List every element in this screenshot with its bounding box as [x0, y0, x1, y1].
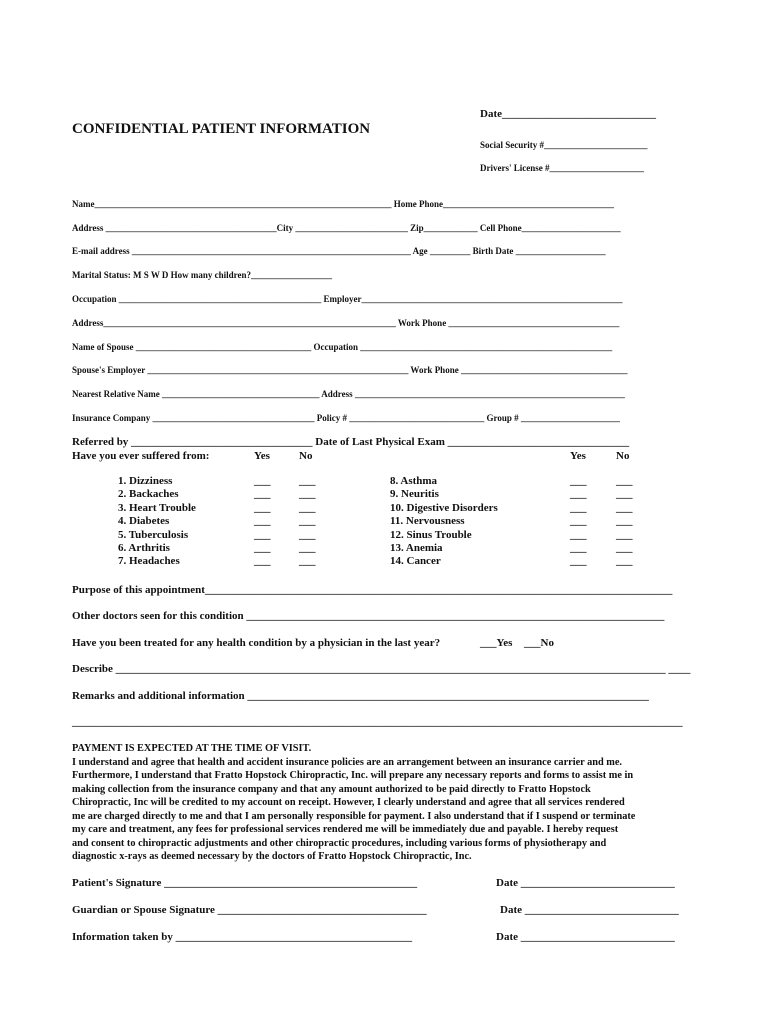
spouse-employer-row[interactable]: Spouse's Employer __________________________________________________________ Work Phone _____________________________________ — [72, 365, 628, 375]
no-blank[interactable]: ___ — [616, 555, 633, 568]
information-taken-date-field[interactable]: Date ____________________________ — [496, 931, 675, 943]
treated-question: Have you been treated for any health condition by a physician in the last year? — [72, 637, 441, 649]
no-blank[interactable]: ___ — [616, 501, 633, 514]
payment-line: and consent to chiropractic adjustments and other chiropractic procedures, including various forms of physiotherapy and — [72, 837, 607, 849]
no-blank[interactable]: ___ — [299, 541, 316, 554]
insurance-row[interactable]: Insurance Company ____________________________________ Policy # ______________________________ Group # ______________________ — [72, 413, 620, 423]
no-blanks-left[interactable] — [299, 475, 316, 569]
other-doctors-field[interactable]: Other doctors seen for this condition ____________________________________________________________________________ — [72, 610, 665, 622]
spouse-name-row[interactable]: Name of Spouse _______________________________________ Occupation ________________________________________________________ — [72, 342, 613, 352]
no-header-right: No — [616, 450, 630, 462]
yes-header-right: Yes — [570, 450, 586, 462]
condition-item: 8. Asthma — [390, 475, 438, 487]
remarks-field[interactable]: Remarks and additional information _________________________________________________________________________ — [72, 690, 649, 702]
no-blank[interactable]: ___ — [299, 475, 316, 487]
condition-item: 5. Tuberculosis — [118, 528, 189, 541]
name-home-phone-row[interactable]: Name__________________________________________________________________ Home Phone______________________________________ — [72, 199, 614, 209]
nearest-relative-row[interactable]: Nearest Relative Name ___________________________________ Address ____________________________________________________________ — [72, 389, 625, 399]
no-blank[interactable]: ___ — [299, 501, 316, 514]
page-title: CONFIDENTIAL PATIENT INFORMATION — [72, 121, 371, 137]
no-blank[interactable]: ___ — [299, 488, 316, 501]
yes-blank[interactable]: ___ — [570, 555, 587, 568]
payment-line: Chiropractic, Inc will be credited to my account on receipt. However, I clearly understand and agree that all services rendered — [72, 797, 625, 808]
condition-item: 3. Heart Trouble — [118, 501, 196, 514]
condition-item: 7. Headaches — [118, 555, 180, 568]
guardian-date-field[interactable]: Date ____________________________ — [500, 904, 679, 916]
no-blank[interactable]: ___ — [299, 555, 316, 568]
no-blank[interactable]: ___ — [616, 515, 633, 528]
yes-blanks-left[interactable] — [254, 475, 271, 569]
yes-blank[interactable]: ___ — [254, 488, 271, 501]
no-blanks-right[interactable] — [616, 475, 633, 569]
condition-item: 11. Nervousness — [390, 515, 465, 528]
condition-item: 6. Arthritis — [118, 541, 170, 554]
date-field[interactable]: Date____________________________ — [480, 108, 656, 120]
guardian-signature-field[interactable]: Guardian or Spouse Signature ______________________________________ — [72, 904, 427, 916]
patient-signature-field[interactable]: Patient's Signature ______________________________________________ — [72, 877, 418, 889]
yes-blank[interactable]: ___ — [254, 541, 271, 554]
payment-line: me are charged directly to me and that I am personally responsible for payment. I also understand that if I suspend or terminate — [72, 810, 636, 822]
no-blank[interactable]: ___ — [616, 528, 633, 541]
social-security-field[interactable]: Social Security #_______________________ — [480, 140, 648, 150]
yes-blank[interactable]: ___ — [254, 515, 271, 528]
yes-header-left: Yes — [254, 450, 270, 462]
payment-line: I understand and agree that health and accident insurance policies are an arrangement between an insurance carrier and me. — [72, 756, 623, 768]
no-blank[interactable]: ___ — [616, 488, 633, 501]
payment-paragraph — [72, 742, 635, 864]
yes-blank[interactable]: ___ — [254, 475, 271, 487]
yes-blank[interactable]: ___ — [254, 528, 271, 541]
no-blank[interactable]: ___ — [616, 475, 633, 487]
treated-yes-blank[interactable]: ___Yes — [480, 637, 513, 649]
condition-item: 12. Sinus Trouble — [390, 528, 472, 541]
payment-line: my care and treatment, any fees for professional services rendered me will be immediately due and payable. I hereby request — [72, 824, 619, 835]
occupation-employer-row[interactable]: Occupation _____________________________________________ Employer__________________________________________________________ — [72, 294, 623, 304]
payment-line: diagnostic x-rays as deemed necessary by the doctors of Fratto Hopstock Chiropractic, Inc. — [72, 851, 472, 862]
yes-blank[interactable]: ___ — [570, 541, 587, 554]
drivers-license-field[interactable]: Drivers' License #_____________________ — [480, 163, 644, 173]
suffered-question: Have you ever suffered from: — [72, 450, 210, 462]
yes-blank[interactable]: ___ — [570, 475, 587, 487]
email-age-birthdate-row[interactable]: E-mail address ______________________________________________________________ Age _________ Birth Date ____________________ — [72, 246, 606, 256]
referred-by-row[interactable]: Referred by _________________________________ Date of Last Physical Exam _________________________________ — [72, 436, 630, 448]
work-address-row[interactable]: Address_________________________________________________________________ Work Phone ______________________________________ — [72, 318, 620, 328]
yes-blank[interactable]: ___ — [570, 501, 587, 514]
payment-line: making collection from the insurance company and that any amount authorized to be paid directly to Fratto Hopstock — [72, 783, 591, 795]
condition-item: 13. Anemia — [390, 541, 443, 554]
yes-blank[interactable]: ___ — [570, 515, 587, 528]
yes-blank[interactable]: ___ — [254, 555, 271, 568]
yes-blank[interactable]: ___ — [570, 488, 587, 501]
address-city-zip-row[interactable]: Address ______________________________________City _________________________ Zip____________ Cell Phone______________________ — [72, 223, 621, 233]
yes-blank[interactable]: ___ — [254, 501, 271, 514]
remarks-extra-line[interactable]: _______________________________________________________________________________________________________________ — [72, 716, 683, 728]
condition-item: 4. Diabetes — [118, 515, 170, 528]
patient-date-field[interactable]: Date ____________________________ — [496, 877, 675, 889]
describe-field[interactable]: Describe ____________________________________________________________________________________________________ ____ — [72, 663, 691, 675]
no-header-left: No — [299, 450, 313, 462]
condition-item: 1. Dizziness — [118, 475, 173, 487]
marital-status-row[interactable]: Marital Status: M S W D How many children?__________________ — [72, 270, 333, 280]
yes-blank[interactable]: ___ — [570, 528, 587, 541]
information-taken-by-field[interactable]: Information taken by ___________________________________________ — [72, 931, 413, 943]
condition-list-right — [390, 475, 498, 569]
yes-blanks-right[interactable] — [570, 475, 587, 569]
treated-no-blank[interactable]: ___No — [524, 637, 554, 649]
condition-item: 10. Digestive Disorders — [390, 501, 498, 514]
payment-line: Furthermore, I understand that Fratto Hopstock Chiropractic, Inc. will prepare any necessary reports and forms to assist me in — [72, 770, 634, 781]
no-blank[interactable]: ___ — [299, 515, 316, 528]
no-blank[interactable]: ___ — [299, 528, 316, 541]
condition-item: 14. Cancer — [390, 555, 441, 568]
no-blank[interactable]: ___ — [616, 541, 633, 554]
payment-heading: PAYMENT IS EXPECTED AT THE TIME OF VISIT. — [72, 743, 312, 754]
condition-item: 2. Backaches — [118, 488, 179, 501]
purpose-field[interactable]: Purpose of this appointment_____________________________________________________________________________________ — [72, 584, 673, 596]
condition-item: 9. Neuritis — [390, 488, 439, 501]
condition-list-left — [118, 475, 196, 569]
